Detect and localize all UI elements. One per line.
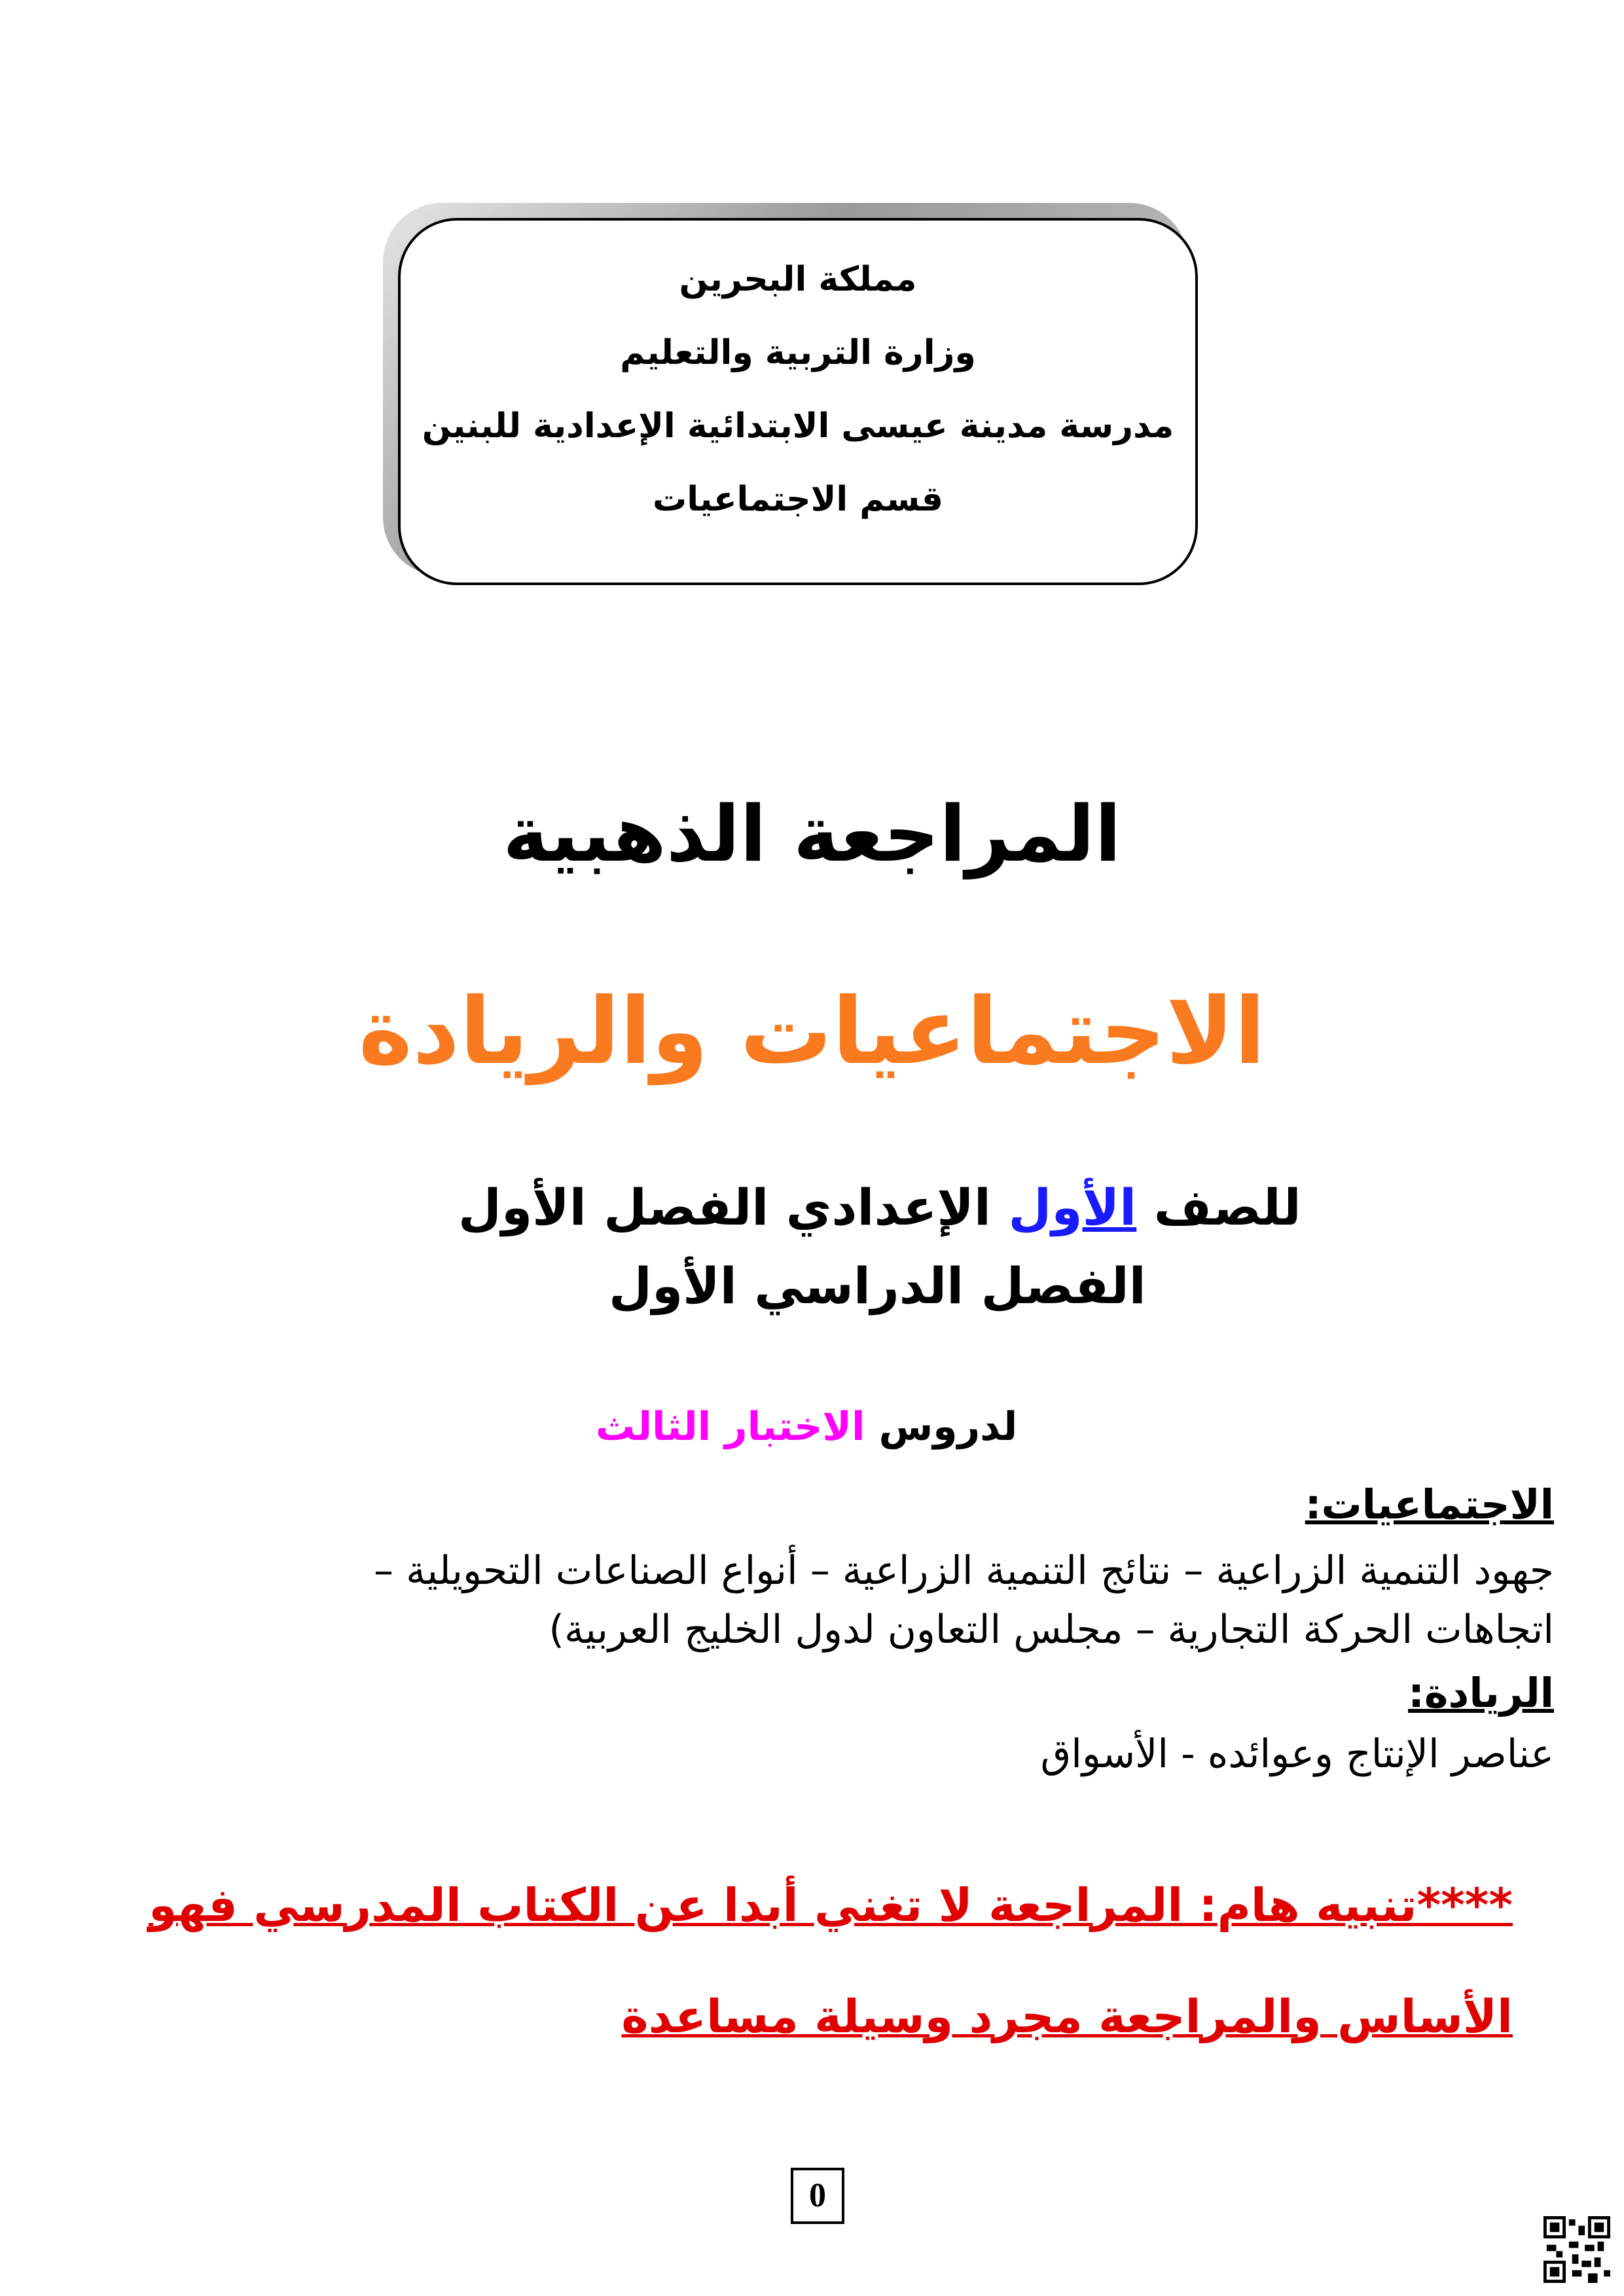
warning-label: تنبيه هام <box>1217 1878 1417 1932</box>
grade-line <box>458 1178 1301 1236</box>
lessons-highlight: الاختبار الثالث <box>596 1404 865 1450</box>
qr-code-icon <box>1543 2216 1610 2283</box>
semester-line: الفصل الدراسي الأول <box>609 1257 1146 1315</box>
document-title: المراجعة الذهبية <box>503 789 1121 879</box>
grade-suffix: الإعدادي الفصل الأول <box>458 1178 991 1236</box>
social-heading: الاجتماعيات: <box>1305 1480 1554 1528</box>
social-topics-line2: اتجاهات الحركة التجارية – مجلس التعاون لدول الخليج العربية) <box>549 1607 1554 1653</box>
warning-stars: **** <box>1416 1878 1513 1932</box>
header-box <box>398 218 1198 585</box>
subject-title: الاجتماعيات والريادة <box>358 978 1266 1085</box>
warning-line1 <box>149 1878 1513 1932</box>
warning-line2: الأساس والمراجعة مجرد وسيلة مساعدة <box>621 1990 1513 2043</box>
entrepreneurship-heading: الريادة: <box>1408 1669 1554 1717</box>
page-number: 0 <box>791 2168 844 2224</box>
warning-text: : المراجعة لا تغني أبدا عن الكتاب المدرسي فهو <box>148 1878 1218 1932</box>
lessons-line <box>596 1404 1017 1450</box>
header-country: مملكة البحرين <box>679 260 917 299</box>
grade-prefix: للصف <box>1153 1178 1301 1236</box>
header-school: مدرسة مدينة عيسى الابتدائية الإعدادية للبنين <box>422 406 1174 446</box>
header-ministry: وزارة التربية والتعليم <box>620 333 976 372</box>
header-department: قسم الاجتماعيات <box>652 480 943 519</box>
social-topics-line1: جهود التنمية الزراعية – نتائج التنمية الزراعية – أنواع الصناعات التحويلية – <box>374 1548 1554 1594</box>
entrepreneurship-topics: عناصر الإنتاج وعوائده - الأسواق <box>1040 1731 1554 1777</box>
grade-highlight: الأول <box>1008 1178 1137 1236</box>
lessons-prefix: لدروس <box>878 1404 1018 1450</box>
